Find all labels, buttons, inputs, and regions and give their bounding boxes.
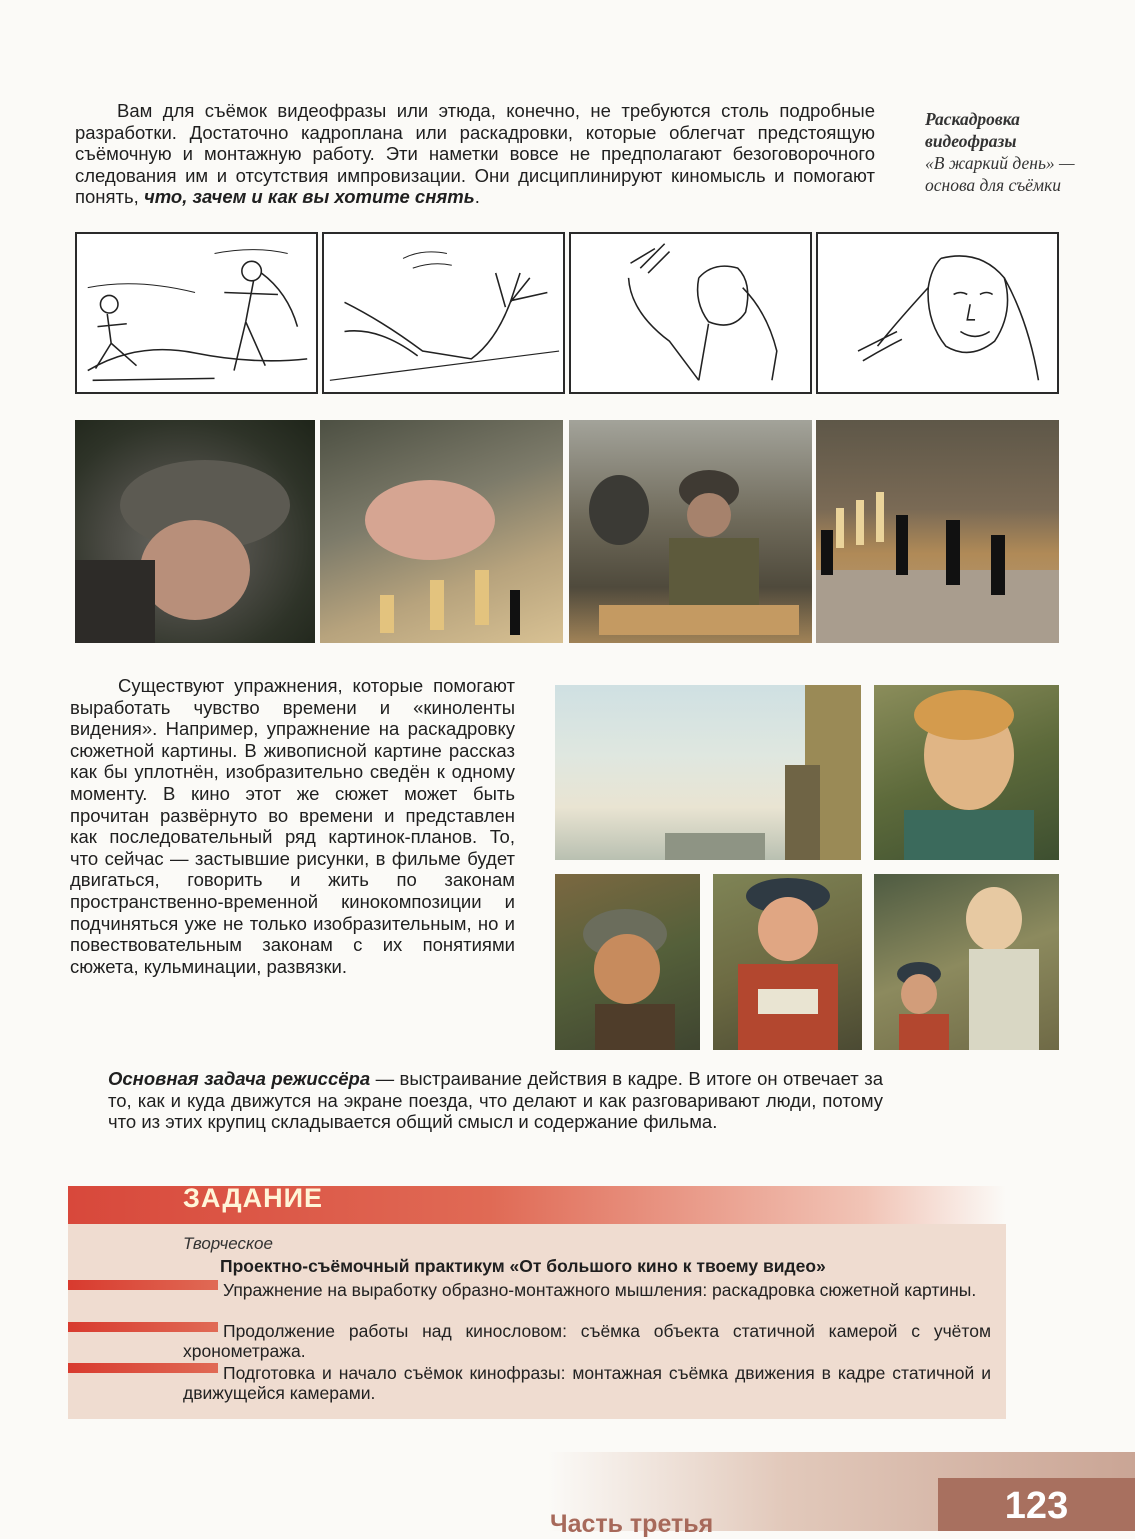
intro-paragraph: [75, 100, 875, 208]
painting-mother-child: [874, 874, 1059, 1050]
task-title: ЗАДАНИЕ: [183, 1183, 324, 1213]
sketch-frame-3: [569, 232, 812, 394]
storyboard-caption: [925, 108, 1105, 196]
sketch-frame-2: [322, 232, 565, 394]
painting-boy-reading: [713, 874, 862, 1050]
painting-window-sky: [555, 685, 861, 860]
task-item-1: Упражнение на выработку образно-монтажного мышления: раскадровка сюжетной картины.: [223, 1280, 977, 1300]
task-heading: Проектно-съёмочный практикум «От большого кино к твоему видео»: [220, 1256, 826, 1276]
intro-emphasis: что, зачем и как вы хотите снять: [143, 186, 475, 208]
page-number: 123: [1004, 1485, 1069, 1527]
painting-woman-smiling: [874, 685, 1059, 860]
painting-man-cap: [555, 874, 700, 1050]
intro-text: Вам для съёмок видеофразы или этюда, конечно, не требуются столь подробные разработки. Достаточно кадроплана или раскадровки, которые облегчат предстоящую съёмочную и монтажную работу. Эти наметки вовсе не предполагают безоговорочного следования им и отсутствия импровизации. Они дисциплинируют киномысль и помогают понять,: [75, 100, 875, 208]
photo-chess-players: [569, 420, 812, 643]
painting-paragraph: Существуют упражнения, которые помогают выработать чувство времени и «киноленты видения». Например, упражнение на раскадровку сюжетной картины. В живописной картине рассказ как бы уплотнён, изобразительно сведён к одному моменту. В кино этот же сюжет может быть прочитан развёрнуто во времени и представлен как последовательный ряд картинок-планов. То, что сейчас — застывшие рисунки, в фильме будет двигаться, говорить и жить по законам пространственно-временной кинокомпозиции и подчиняться уже не только изобразительным, но и повествовательным законам с их понятиями сюжета, кульминации, развязки.: [70, 675, 515, 977]
photo-chessboard: [816, 420, 1059, 643]
photo-chess-player-closeup: [75, 420, 315, 643]
task-subtitle: Творческое: [183, 1234, 273, 1253]
task-item-3: Подготовка и начало съёмок кинофразы: монтажная съёмка движения в кадре статичной и движущейся камерами.: [183, 1363, 991, 1403]
caption-text: «В жаркий день» — основа для съёмки: [925, 153, 1075, 195]
director-paragraph: [108, 1068, 883, 1133]
sketch-frame-1: [75, 232, 318, 394]
intro-end: .: [474, 186, 480, 208]
sketch-frame-4: [816, 232, 1059, 394]
director-text: — выстраивание действия в кадре. В итоге он отвечает за то, как и куда движутся на экране поезда, что делают и как разговаривают люди, потому что из этих крупиц складывается общий смысл и содержание фильма.: [108, 1068, 883, 1133]
photo-chess-hand: [320, 420, 563, 643]
director-emphasis: Основная задача режиссёра: [108, 1068, 371, 1089]
footer-part-label: Часть третья: [550, 1510, 714, 1538]
caption-title: Раскадровка видеофразы: [925, 109, 1020, 151]
task-item-2: Продолжение работы над кинословом: съёмка объекта статичной камерой с учётом хронометража.: [183, 1321, 991, 1361]
